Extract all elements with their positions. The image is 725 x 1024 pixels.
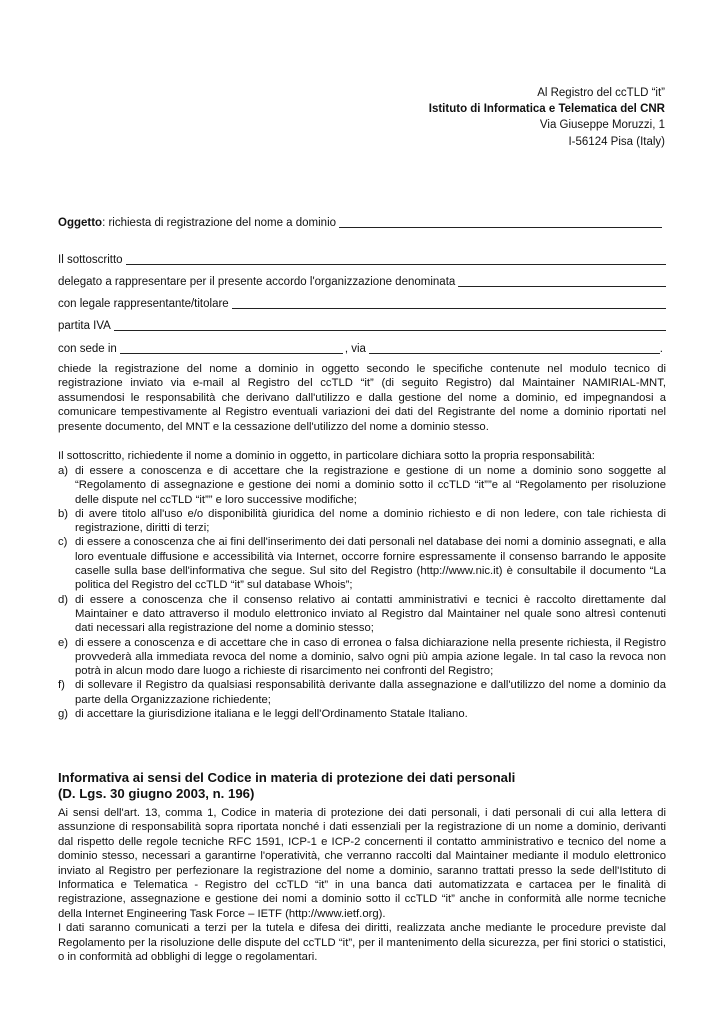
legal-representative-field[interactable] xyxy=(232,296,666,309)
delegato-label: delegato a rappresentare per il presente accordo l'organizzazione denominata xyxy=(58,276,456,288)
item-marker: g) xyxy=(58,708,69,721)
recipient-street: Via Giuseppe Moruzzi, 1 xyxy=(539,119,665,132)
informativa-paragraph-1: Ai sensi dell'art. 13, comma 1, Codice in materia di protezione dei dati personali, i dati personali di cui alla lettera di assunzione di responsabilità sopra riportata nonché i dati essenziali per la registrazione di un nome a dominio, derivanti dal rispetto delle regole tecniche RFC 1591, ICP-1 e ICP-2 concernenti il contatto amministrativo e tecnico del nome a dominio stesso, necessari a garantirne l'operatività, che verranno raccolti dal Maintainer mediante il modulo elettronico inviato al Registro per perfezionare la registrazione del nome a dominio, saranno trattati presso la sede dell'Istituto di Informatica e Telematica - Registro del ccTLD “it” in una banca dati automatizzata e cartacea per le finalità di registrazione, assegnazione e gestione dei nomi a dominio sotto il ccTLD “it” anche in conformità alle norme tecniche della Internet Engineering Task Force – IETF (http://www.ietf.org). xyxy=(58,807,666,920)
item-marker: d) xyxy=(58,593,69,606)
organization-field[interactable] xyxy=(458,274,666,287)
item-text: di sollevare il Registro da qualsiasi responsabilità derivante dalla assegnazione e dall'utilizzo del nome a dominio da parte della Organizzazione richiedente; xyxy=(75,679,666,706)
list-item xyxy=(58,535,666,592)
item-text: di avere titolo all'uso e/o disponibilità giuridica del nome a dominio richiesto e di non ledere, con tale richiesta di registrazione, diritti di terzi; xyxy=(75,507,666,535)
list-item xyxy=(58,636,666,679)
informativa-subtitle: (D. Lgs. 30 giugno 2003, n. 196) xyxy=(58,785,255,801)
legale-label: con legale rappresentante/titolare xyxy=(58,298,229,310)
city-field[interactable] xyxy=(120,341,343,354)
recipient-address xyxy=(429,85,665,150)
partita-iva-field[interactable] xyxy=(114,318,666,331)
list-item xyxy=(58,707,666,721)
list-item xyxy=(58,593,666,636)
list-item xyxy=(58,678,666,707)
sede-end-dot: . xyxy=(659,343,663,355)
item-text: di essere a conoscenza e di accettare che in caso di erronea o falsa dichiarazione nella presente richiesta, il Registro provvederà alla immediata revoca del nome a dominio, salvo ogni più ampia azione legale. In tal caso la revoca non potrà in alcun modo dare luogo a richieste di risarcimento nei confronti del Registro; xyxy=(75,636,666,678)
item-marker: f) xyxy=(58,679,65,692)
item-text: di accettare la giurisdizione italiana e le leggi dell'Ordinamento Statale Italiano. xyxy=(75,708,468,721)
item-marker: a) xyxy=(58,465,69,477)
list-item xyxy=(58,507,666,536)
declare-intro xyxy=(58,449,666,463)
item-marker: e) xyxy=(58,636,69,649)
informativa-title: Informativa ai sensi del Codice in materia di protezione dei dati personali xyxy=(58,770,516,785)
partita-iva-line xyxy=(58,317,666,333)
item-text: di essere a conoscenza che il consenso relativo ai contatti amministrativi e tecnici è raccolto direttamente dal Maintainer e dato attraverso il modulo elettronico inviato al Registro dal Maintainer nel quale sono altresì contenuti dati necessari alla registrazione del nome a dominio stesso; xyxy=(75,593,666,635)
sottoscritto-label: Il sottoscritto xyxy=(58,254,123,266)
item-marker: b) xyxy=(58,507,69,520)
sottoscritto-field[interactable] xyxy=(126,252,666,265)
oggetto-text: : richiesta di registrazione del nome a dominio xyxy=(102,217,337,229)
partita-iva-label: partita IVA xyxy=(58,320,111,332)
delegato-line xyxy=(58,273,666,289)
informativa-body xyxy=(58,806,666,964)
informativa-heading xyxy=(58,770,666,801)
item-text: di essere a conoscenza e di accettare che la registrazione e gestione di un nome a dominio sono soggette al “Regolamento di assegnazione e gestione dei nomi a dominio sotto il ccTLD “it””e al “Regolamento per risoluzione delle dispute nel ccTLD “it”” e loro successive modifiche; xyxy=(75,465,666,506)
informativa-paragraph-2: I dati saranno comunicati a terzi per la tutela e difesa dei diritti, realizzata anche mediante le procedure previste dal Regolamento per la risoluzione delle dispute del ccTLD “it”, per il mantenimento della sicurezza, per fini storici o statistici, o in conformità ad obblighi di legge o regolamentari. xyxy=(58,922,666,964)
recipient-line-1: Al Registro del ccTLD “it” xyxy=(537,87,665,99)
oggetto-line xyxy=(58,214,662,230)
list-item xyxy=(58,464,666,507)
recipient-institute: Istituto di Informatica e Telematica del CNR xyxy=(428,103,665,116)
sede-label: con sede in xyxy=(58,343,117,355)
domain-name-field[interactable] xyxy=(339,215,662,228)
request-text: chiede la registrazione del nome a dominio in oggetto secondo le specifiche contenute nel modulo tecnico di registrazione inviato via e-mail al Registro del ccTLD “it” (di seguito Registro) dal Maintainer NAMIRIAL-MNT, assumendosi le responsabilità che derivano dall'utilizzo e dalla gestione del nome a dominio, ed impegnandosi a comunicare tempestivamente al Registro eventuali variazioni dei dati del Registrante del nome a dominio riportati nel presente documento, del MNT e la cessazione dell'utilizzo del nome a dominio stesso. xyxy=(58,363,666,433)
street-field[interactable] xyxy=(369,341,660,354)
request-paragraph xyxy=(58,362,666,434)
via-label: , via xyxy=(344,343,366,355)
sede-line xyxy=(58,340,663,356)
legale-line xyxy=(58,295,666,311)
item-text: di essere a conoscenza che ai fini dell'inserimento dei dati personali nel database dei nomi a dominio assegnati, e alla loro eventuale diffusione e accessibilità via Internet, occorre fornire espressamente il consenso barrando le apposite caselle sulla base dell'informativa che segue. Sul sito del Registro (http://www.nic.it) è consultabile il documento “La politica del Registro del ccTLD “it” sul database Whois”; xyxy=(75,536,666,592)
declare-intro-text: Il sottoscritto, richiedente il nome a dominio in oggetto, in particolare dichiara sotto la propria responsabilità: xyxy=(58,450,595,462)
oggetto-label: Oggetto xyxy=(58,217,103,229)
declaration-list xyxy=(58,464,666,721)
sottoscritto-line xyxy=(58,251,666,267)
item-marker: c) xyxy=(58,536,68,549)
recipient-city: I-56124 Pisa (Italy) xyxy=(568,135,665,148)
